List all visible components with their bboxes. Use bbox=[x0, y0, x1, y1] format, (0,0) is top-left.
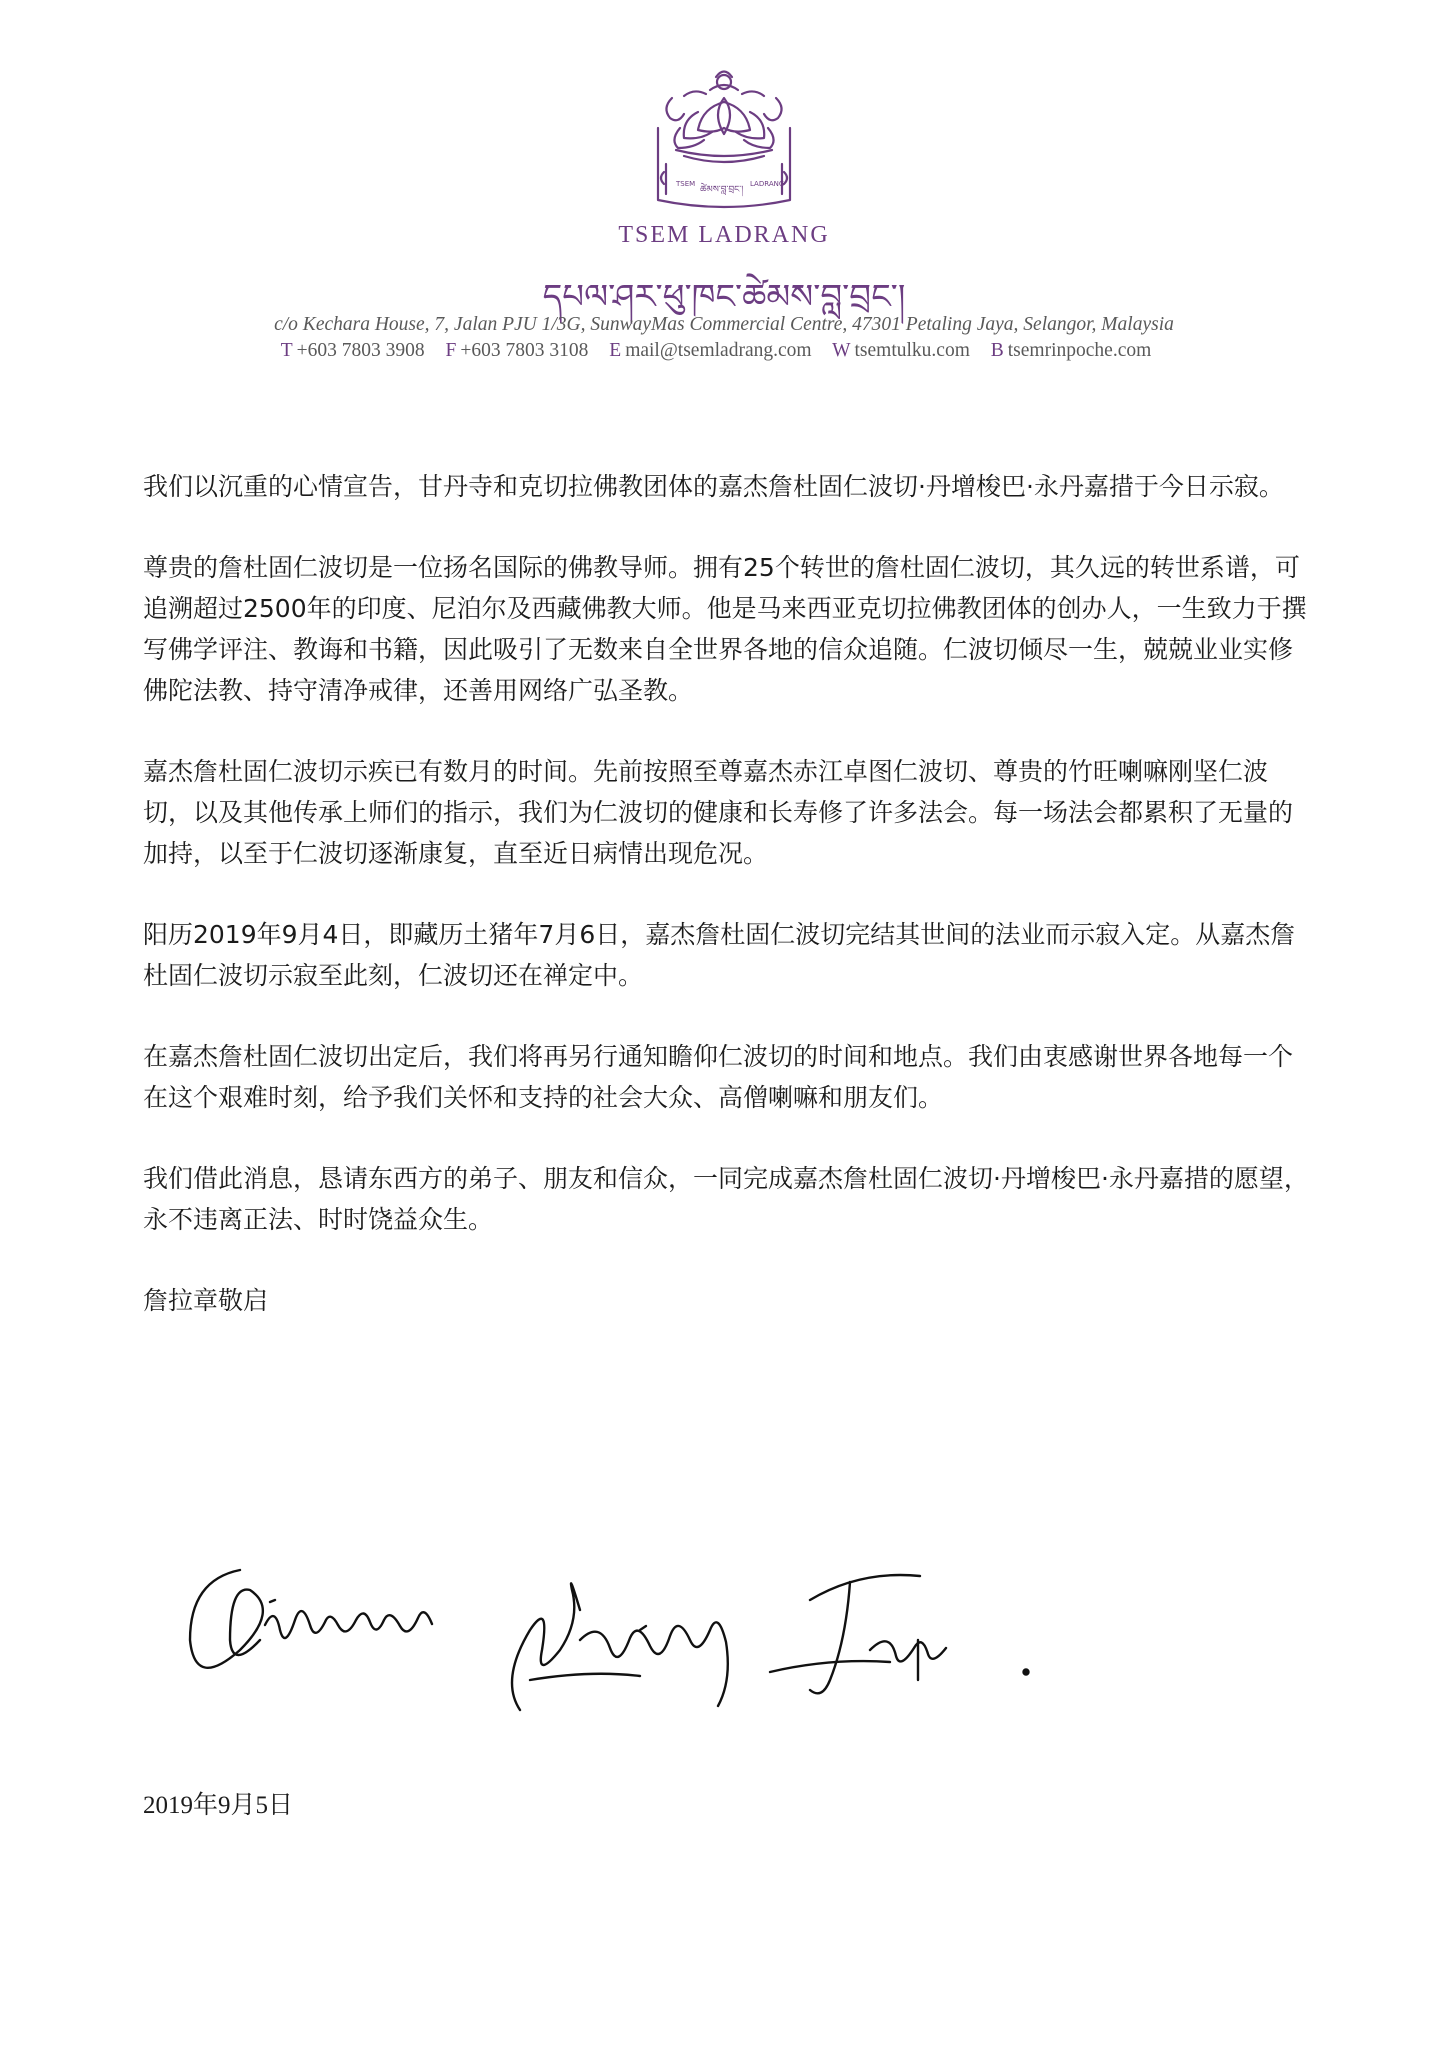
contact-website[interactable]: W tsemtulku.com bbox=[832, 340, 970, 361]
signature-2 bbox=[512, 1583, 728, 1710]
paragraph: 阳历2019年9月4日，即藏历土猪年7月6日，嘉杰詹杜固仁波切完结其世间的法业而示寂入定。从嘉杰詹杜固仁波切示寂至此刻，仁波切还在禅定中。 bbox=[143, 920, 1296, 990]
paragraph: 嘉杰詹杜固仁波切示疾已有数月的时间。先前按照至尊嘉杰赤江卓图仁波切、尊贵的竹旺喇嘛刚坚仁波切，以及其他传承上师们的指示，我们为仁波切的健康和长寿修了许多法会。每一场法会都累积了无量的加持，以至于仁波切逐渐康复，直至近日病情出现危况。 bbox=[143, 757, 1294, 868]
tsem-ladrang-logo bbox=[654, 68, 794, 210]
paragraph: 我们以沉重的心情宣告，甘丹寺和克切拉佛教团体的嘉杰詹杜固仁波切·丹增梭巴·永丹嘉措于今日示寂。 bbox=[143, 472, 1284, 501]
org-name: TSEM LADRANG bbox=[618, 222, 830, 248]
svg-text:ཚེམས་བླ་བྲང་།: ཚེམས་བླ་བྲང་། bbox=[700, 185, 744, 195]
org-name-tibetan: དཔལ་ཤར་ཕུ་ཁང་ཚེམས་བླ་བྲང་། bbox=[542, 277, 906, 317]
closing-line: 詹拉章敬启 bbox=[143, 1286, 269, 1315]
signature-1 bbox=[190, 1570, 432, 1668]
contact-email[interactable]: E mail@tsemladrang.com bbox=[609, 340, 812, 361]
paragraph: 在嘉杰詹杜固仁波切出定后，我们将再另行通知瞻仰仁波切的时间和地点。我们由衷感谢世界各地每一个在这个艰难时刻，给予我们关怀和支持的社会大众、高僧喇嘛和朋友们。 bbox=[143, 1042, 1294, 1112]
contact-line bbox=[0, 340, 1448, 362]
letter-date: 2019年9月5日 bbox=[143, 1792, 294, 1819]
letterhead bbox=[0, 0, 1448, 380]
contact-blog[interactable]: B tsemrinpoche.com bbox=[990, 340, 1152, 361]
org-address: c/o Kechara House, 7, Jalan PJU 1/3G, SunwayMas Commercial Centre, 47301 Petaling Jaya, Selangor, Malaysia bbox=[274, 314, 1174, 335]
signature-3 bbox=[770, 1575, 1029, 1693]
letter-body bbox=[143, 466, 1313, 1361]
svg-text:TSEM: TSEM bbox=[676, 180, 696, 188]
contact-fax: F +603 7803 3108 bbox=[445, 340, 589, 361]
contact-phone: T +603 7803 3908 bbox=[280, 340, 425, 361]
signatures bbox=[170, 1530, 1090, 1720]
svg-text:LADRANG: LADRANG bbox=[750, 180, 785, 188]
paragraph: 尊贵的詹杜固仁波切是一位扬名国际的佛教导师。拥有25个转世的詹杜固仁波切，其久远的转世系谱，可追溯超过2500年的印度、尼泊尔及西藏佛教大师。他是马来西亚克切拉佛教团体的创办人，一生致力于撰写佛学评注、教诲和书籍，因此吸引了无数来自全世界各地的信众追随。仁波切倾尽一生，兢兢业业实修佛陀法教、持守清净戒律，还善用网络广弘圣教。 bbox=[143, 553, 1307, 705]
paragraph: 我们借此消息，恳请东西方的弟子、朋友和信众，一同完成嘉杰詹杜固仁波切·丹增梭巴·永丹嘉措的愿望，永不违离正法、时时饶益众生。 bbox=[143, 1164, 1309, 1234]
